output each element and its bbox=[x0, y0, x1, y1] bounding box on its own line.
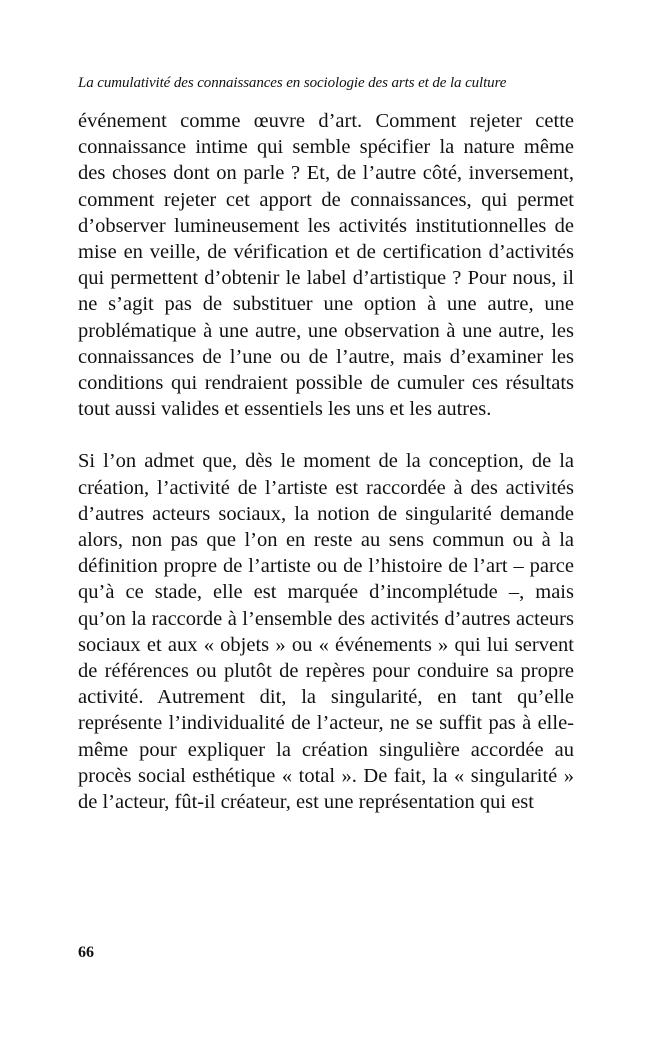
body-text bbox=[78, 108, 574, 815]
running-header: La cumulativité des connaissances en sociologie des arts et de la culture bbox=[78, 75, 507, 91]
page-number: 66 bbox=[78, 944, 94, 961]
paragraph: événement comme œuvre d’art. Comment rejeter cette connaissance intime qui semble spécifier la nature même des choses dont on parle ? Et, de l’autre côté, inversement, comment rejeter cet apport de connaissances, qui permet d’observer lumineusement les activités institutionnelles de mise en veille, de vérification et de certification d’activités qui permettent d’obtenir le label d’artistique ? Pour nous, il ne s’agit pas de substituer une option à une autre, une problématique à une autre, une observation à une autre, les connaissances de l’une ou de l’autre, mais d’examiner les conditions qui rendraient possible de cumuler ces résultats tout aussi valides et essentiels les uns et les autres. bbox=[78, 110, 574, 421]
book-page bbox=[78, 0, 574, 1037]
paragraph: Si l’on admet que, dès le moment de la conception, de la création, l’activité de l’artiste est raccordée à des activités d’autres acteurs sociaux, la notion de singularité demande alors, non pas que l’on en reste au sens commun ou à la définition propre de l’artiste ou de l’histoire de l’art – parce qu’à ce stade, elle est marquée d’incomplétude –, mais qu’on la raccorde à l’ensemble des activités d’autres acteurs sociaux et aux « objets » ou « événements » qui lui servent de références ou plutôt de repères pour conduire sa propre activité. Autrement dit, la singularité, en tant qu’elle représente l’individualité de l’acteur, ne se suffit pas à elle-même pour expliquer la création singulière accordée au procès social esthétique « total ». De fait, la « singularité » de l’acteur, fût-il créateur, est une représentation qui est bbox=[78, 450, 574, 814]
